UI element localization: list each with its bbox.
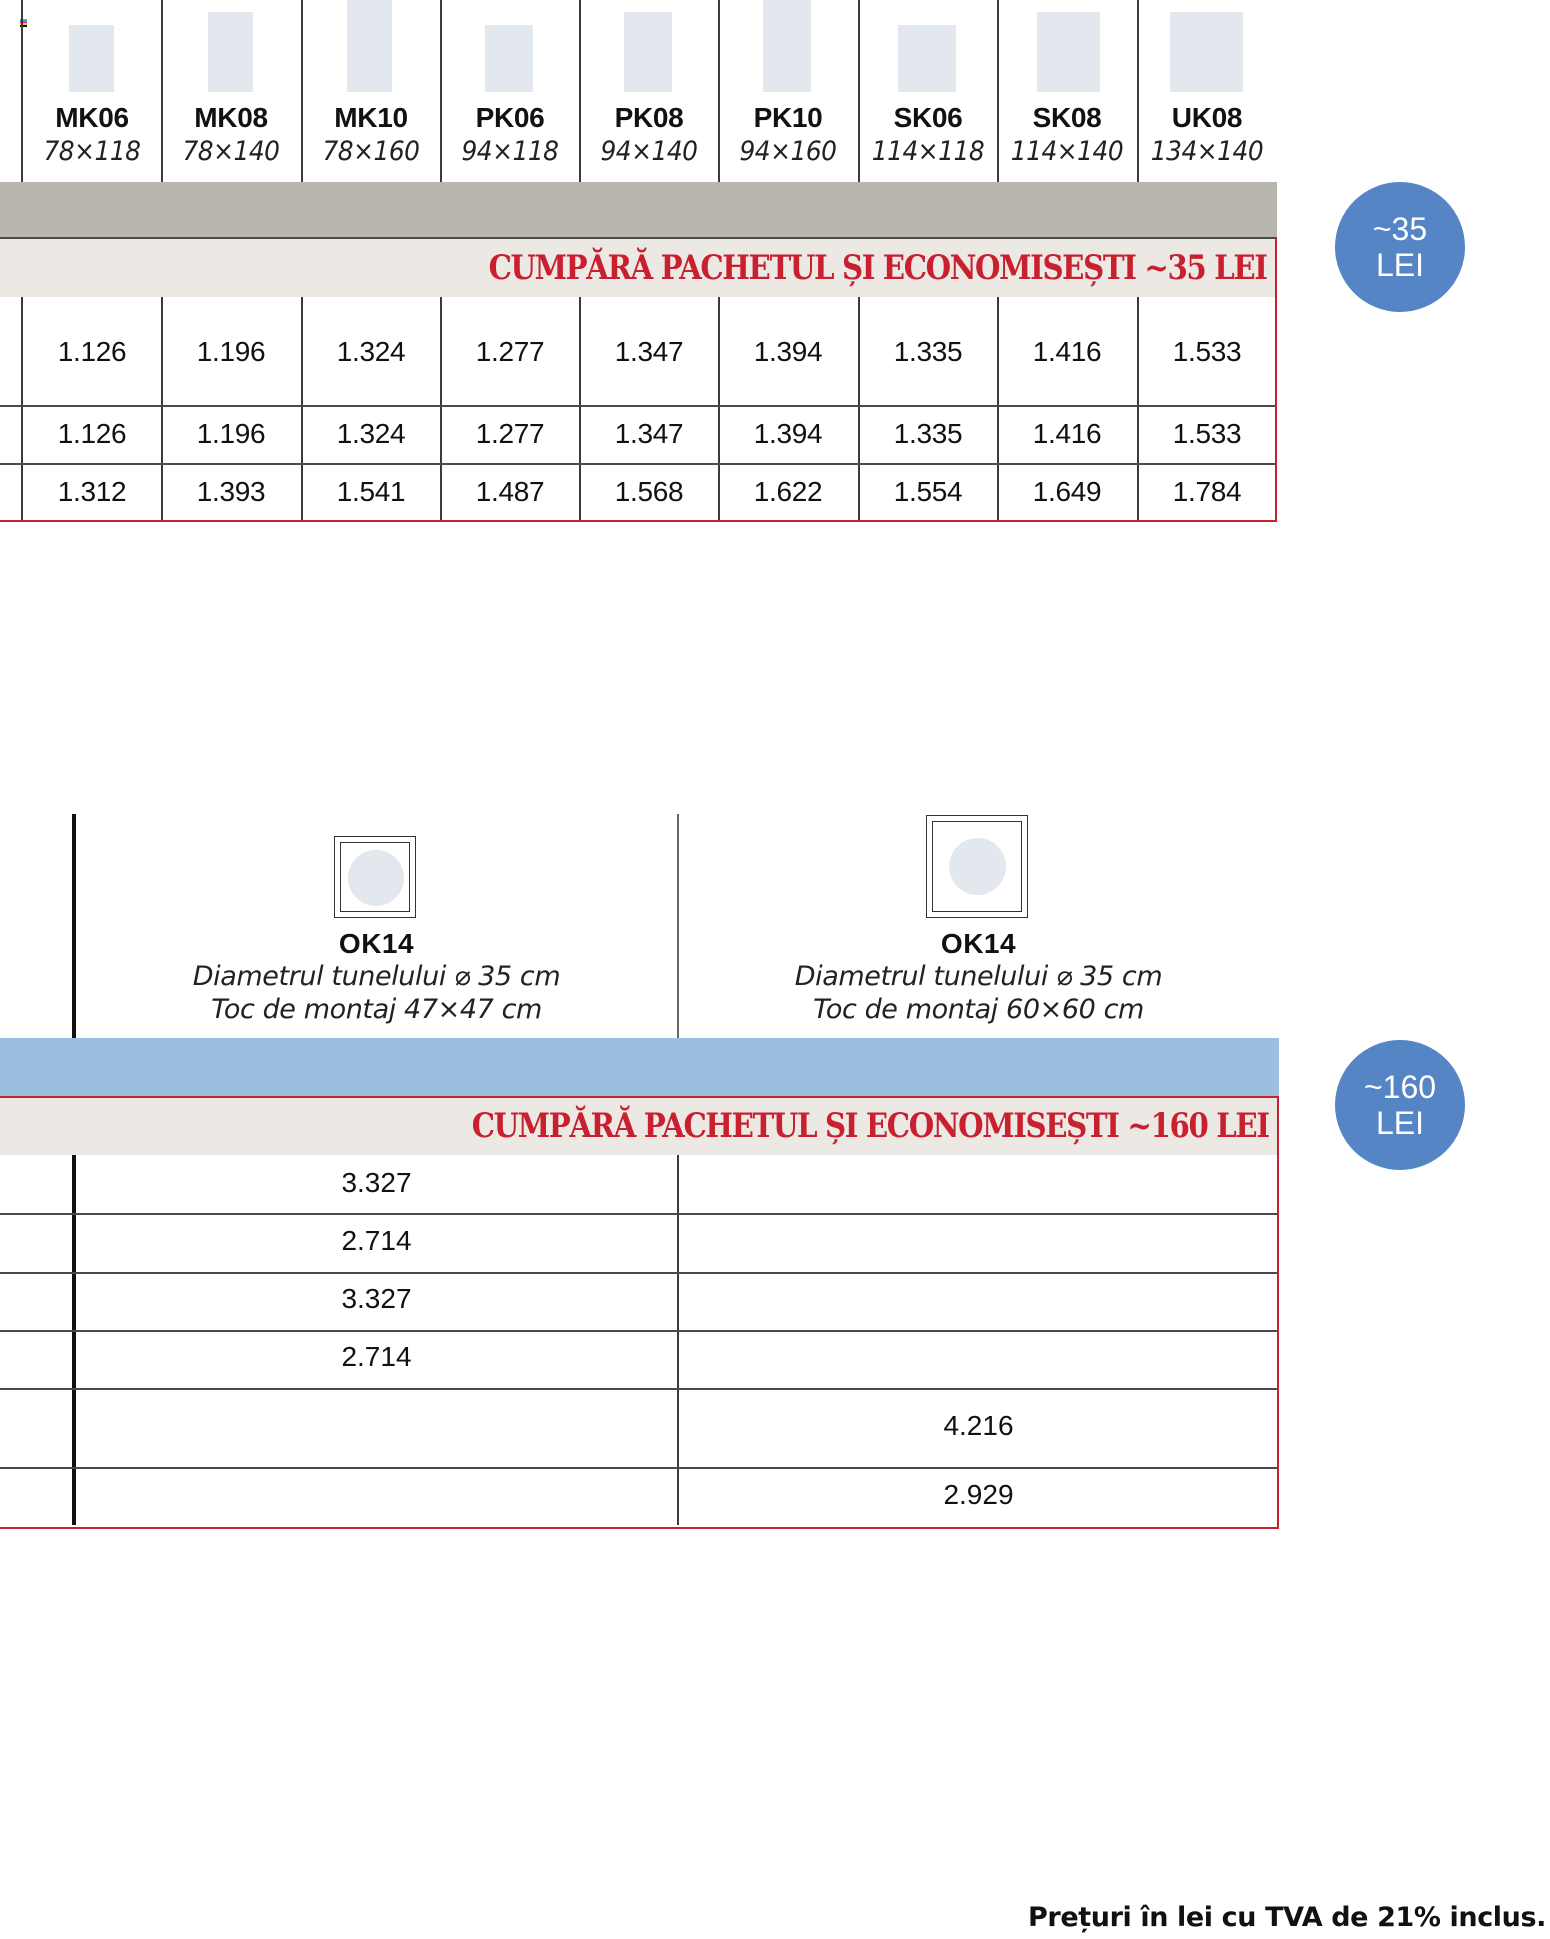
price-cell: 1.335	[893, 336, 963, 367]
price-cell: 1.554	[893, 476, 963, 507]
price-cell: 1.277	[475, 418, 545, 449]
column-header	[76, 928, 677, 1026]
price-cell: 1.196	[196, 336, 266, 367]
price-cell: 1.394	[753, 418, 823, 449]
product-code: PK06	[475, 102, 545, 133]
column-header	[22, 0, 162, 182]
savings-badge	[1335, 182, 1465, 312]
price-cell: 1.784	[1172, 476, 1242, 507]
price-cell: 1.533	[1172, 336, 1242, 367]
savings-badge	[1335, 1040, 1465, 1170]
category-band	[0, 182, 1277, 239]
column-header	[579, 0, 719, 182]
column-header	[440, 0, 580, 182]
product-code: MK06	[55, 102, 129, 133]
price-cell: 4.216	[943, 1410, 1014, 1441]
price-cell: 1.622	[753, 476, 823, 507]
price-cell: 1.533	[1172, 418, 1242, 449]
price-cell: 1.487	[475, 476, 545, 507]
column-header	[858, 0, 998, 182]
savings-amount: ~35	[1372, 211, 1428, 247]
savings-amount: ~160	[1363, 1069, 1437, 1105]
product-size: 78×160	[322, 136, 420, 167]
price-cell: 3.327	[341, 1283, 412, 1314]
price-cell: 1.324	[336, 336, 406, 367]
price-cell: 1.324	[336, 418, 406, 449]
product-size: 114×118	[871, 136, 985, 167]
vat-footnote: Prețuri în lei cu TVA de 21% inclus.	[1028, 1902, 1546, 1933]
price-cell: 1.347	[614, 418, 684, 449]
price-cell: 3.327	[341, 1167, 412, 1198]
product-description-line2: Toc de montaj 60×60 cm	[813, 994, 1144, 1025]
price-cell: 1.416	[1032, 418, 1102, 449]
column-header	[1137, 0, 1277, 182]
product-code: UK08	[1171, 102, 1243, 133]
price-cell: 1.335	[893, 418, 963, 449]
column-header	[997, 0, 1137, 182]
roof-window-frame-icon-small	[334, 836, 416, 918]
price-cell: 1.393	[196, 476, 266, 507]
savings-currency: LEI	[1375, 247, 1425, 283]
price-cell: 1.312	[57, 476, 127, 507]
product-size: 94×118	[461, 136, 559, 167]
column-header	[678, 928, 1279, 1026]
product-size: 78×140	[182, 136, 280, 167]
price-cell: 1.394	[753, 336, 823, 367]
price-cell: 1.541	[336, 476, 406, 507]
product-description-line1: Diametrul tunelului ⌀ 35 cm	[192, 961, 561, 992]
product-size: 134×140	[1150, 136, 1264, 167]
price-cell: 1.126	[57, 336, 127, 367]
product-code: SK06	[893, 102, 963, 133]
price-cell: 2.714	[341, 1341, 412, 1372]
roof-window-frame-icon-large	[926, 815, 1028, 918]
column-header	[301, 0, 441, 182]
savings-currency: LEI	[1375, 1105, 1425, 1141]
product-size: 78×118	[43, 136, 141, 167]
product-code: OK14	[940, 928, 1017, 959]
price-cell: 1.649	[1032, 476, 1102, 507]
product-code: OK14	[338, 928, 415, 959]
product-code: PK10	[753, 102, 823, 133]
price-cell: 1.568	[614, 476, 684, 507]
price-cell: 1.196	[196, 418, 266, 449]
product-code: SK08	[1032, 102, 1102, 133]
price-cell: 1.347	[614, 336, 684, 367]
promo-title: CUMPĂRĂ PACHETUL ȘI ECONOMISEȘTI ~160 LEI	[472, 1106, 1269, 1146]
product-code: PK08	[614, 102, 684, 133]
product-size: 114×140	[1010, 136, 1124, 167]
price-cell: 1.126	[57, 418, 127, 449]
product-size: 94×160	[739, 136, 837, 167]
product-description-line2: Toc de montaj 47×47 cm	[211, 994, 542, 1025]
price-cell: 2.929	[943, 1479, 1014, 1510]
promo-title: CUMPĂRĂ PACHETUL ȘI ECONOMISEȘTI ~35 LEI	[489, 248, 1267, 288]
product-code: MK10	[334, 102, 408, 133]
category-band	[0, 1038, 1279, 1097]
product-size: 94×140	[600, 136, 698, 167]
product-description-line1: Diametrul tunelului ⌀ 35 cm	[794, 961, 1163, 992]
price-cell: 1.416	[1032, 336, 1102, 367]
product-code: MK08	[194, 102, 268, 133]
price-cell: 2.714	[341, 1225, 412, 1256]
price-cell: 1.277	[475, 336, 545, 367]
column-header	[718, 0, 858, 182]
column-header	[161, 0, 301, 182]
